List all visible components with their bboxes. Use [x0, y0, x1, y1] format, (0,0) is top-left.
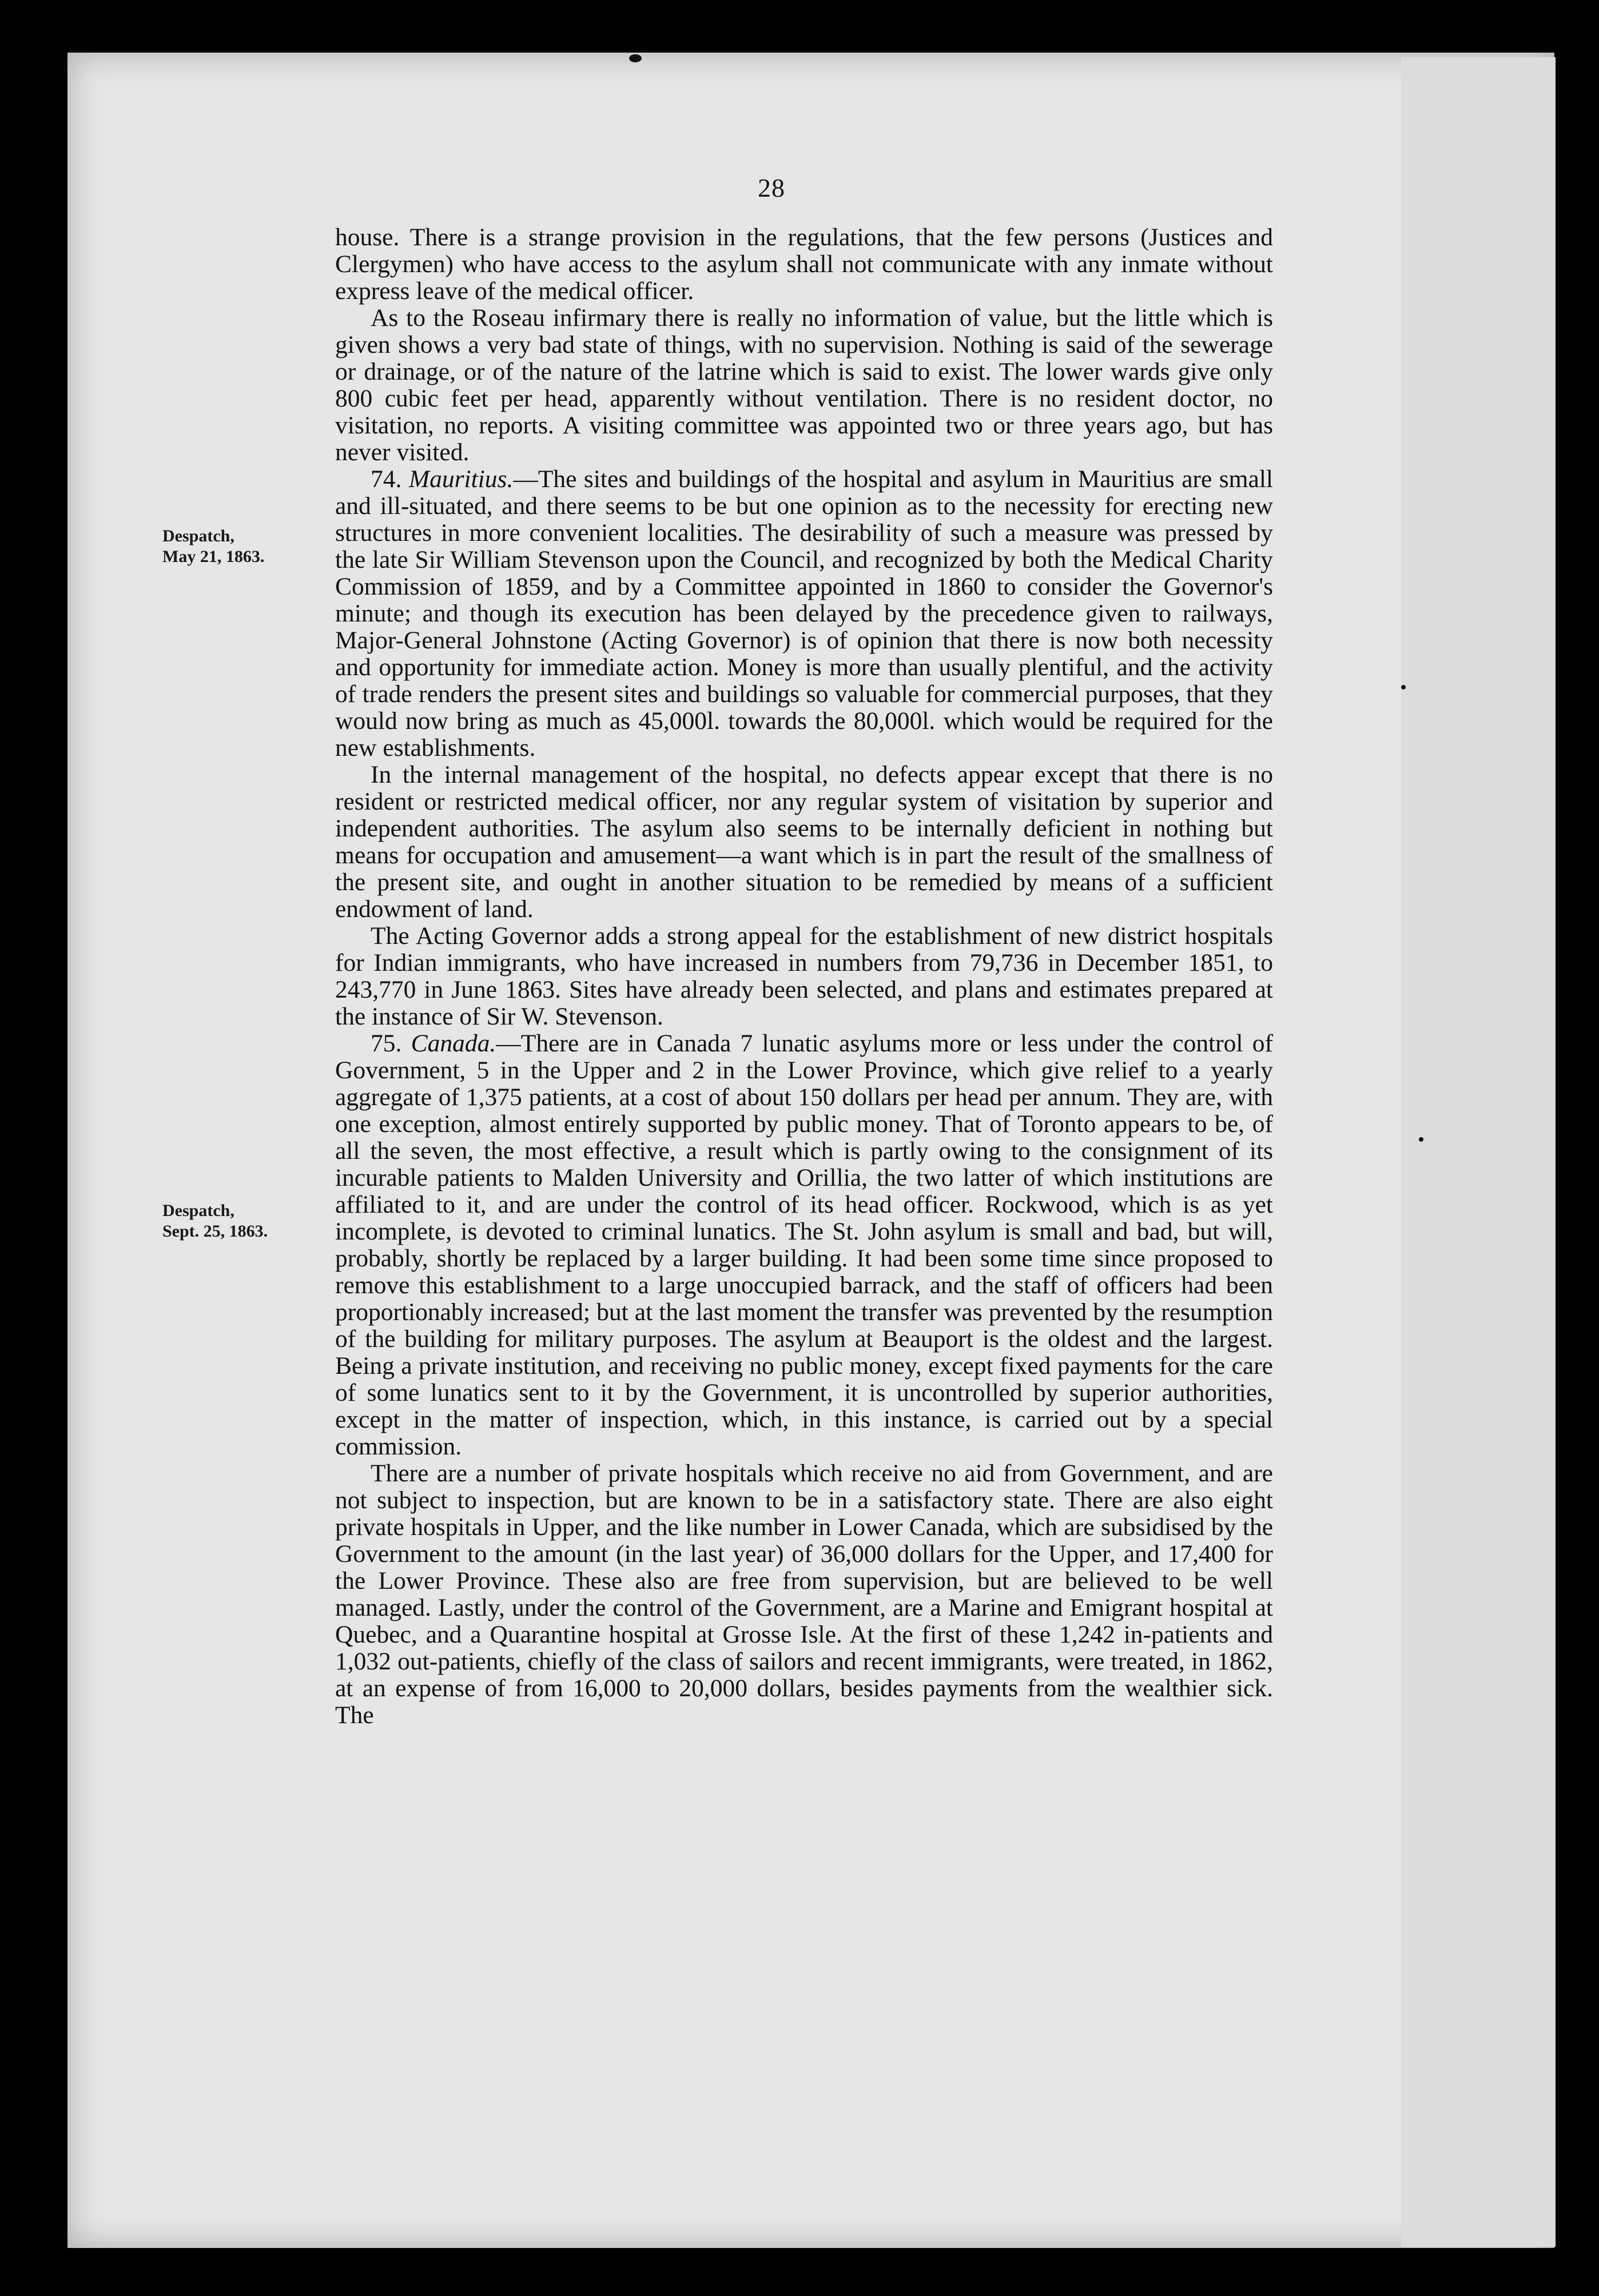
- margin-note-label: Despatch,: [162, 1201, 234, 1220]
- page-number: 28: [758, 173, 785, 202]
- section-text: —The sites and buildings of the hospital and asylum in Mauritius are small and ill-situated, and there seems to be but one opinion as to the necessity for erecting new structures in more convenient localities. The desirability of such a measure was pressed by the late Sir William Stevenson upon the Council, and recognized by both the Medical Charity Commission of 1859, and by a Committee appointed in 1860 to consider the Governor's minute; and though its execution has been delayed by the precedence given to railways, Major-General Johnstone (Acting Governor) is of opinion that there is now both necessity and opportunity for immediate action. Money is more than usually plentiful, and the activity of trade renders the present sites and buildings so valuable for commercial purposes, that they would now bring as much as 45,000l. towards the 80,000l. which would be required for the new establishments.: [335, 465, 1273, 762]
- body-text: [335, 224, 1273, 1729]
- margin-note-date: Sept. 25, 1863.: [162, 1222, 268, 1241]
- ink-speck: [629, 54, 642, 62]
- paragraph-mauritius: [335, 466, 1273, 762]
- paragraph-dominica-continued: house. There is a strange provision in the regulations, that the few persons (Justices and Clergymen) who have access to the asylum shall not communicate with any inmate without express leave of the medical officer.: [335, 224, 1273, 305]
- margin-note-label: Despatch,: [162, 527, 234, 545]
- paragraph-internal-management: In the internal management of the hospital, no defects appear except that there is no resident or restricted medical officer, nor any regular system of visitation by superior and independent authorities. The asylum also seems to be internally deficient in nothing but means for occupation and amusement—a want which is in part the result of the smallness of the present site, and ought in another situation to be remedied by means of a sufficient endowment of land.: [335, 761, 1273, 923]
- ink-speck: [1419, 1137, 1423, 1142]
- section-heading-canada: Canada.: [411, 1030, 496, 1057]
- section-text: —There are in Canada 7 lunatic asylums more or less under the control of Government, 5 in the Upper and 2 in the Lower Province, which give relief to a yearly aggregate of 1,375 patients, at a cost of about 150 dollars per head per annum. They are, with one exception, almost entirely supported by public money. That of Toronto appears to be, of all the seven, the most effective, a result which is partly owing to the consignment of its incurable patients to Malden University and Orillia, the two latter of which institutions are affiliated to it, and are under the control of its head officer. Rockwood, which is as yet incomplete, is devoted to criminal lunatics. The St. John asylum is small and bad, but will, probably, shortly be replaced by a larger building. It had been some time since proposed to remove this establishment to a large unoccupied barrack, and the staff of officers had been proportionably increased; but at the last moment the transfer was prevented by the resumption of the building for military purposes. The asylum at Beauport is the oldest and the largest. Being a private institution, and receiving no public money, except fixed payments for the care of some lunatics sent to it by the Government, it is uncontrolled by superior authorities, except in the matter of inspection, which, in this instance, is carried out by a special commission.: [335, 1030, 1273, 1460]
- margin-note-date: May 21, 1863.: [162, 547, 265, 566]
- paragraph-roseau-infirmary: As to the Roseau infirmary there is really no information of value, but the little which is given shows a very bad state of things, with no supervision. Nothing is said of the sewerage or drainage, or of the nature of the latrine which is said to exist. The lower wards give only 800 cubic feet per head, apparently without ventilation. There is no resident doctor, no visitation, no reports. A visiting committee was appointed two or three years ago, but has never visited.: [335, 304, 1273, 466]
- section-number: 74.: [371, 465, 402, 493]
- ink-speck: [1401, 685, 1406, 689]
- margin-note-canada: [162, 1201, 317, 1242]
- paragraph-private-hospitals: There are a number of private hospitals which receive no aid from Government, and are not subject to inspection, but are known to be in a satisfactory state. There are also eight private hospitals in Upper, and the like number in Lower Canada, which are subsidised by the Government to the amount (in the last year) of 36,000 dollars for the Upper, and 17,400 for the Lower Province. These also are free from supervision, but are believed to be well managed. Lastly, under the control of the Government, are a Marine and Emigrant hospital at Quebec, and a Quarantine hospital at Grosse Isle. At the first of these 1,242 in-patients and 1,032 out-patients, chiefly of the class of sailors and recent immigrants, were treated, in 1862, at an expense of from 16,000 to 20,000 dollars, besides payments from the wealthier sick. The: [335, 1460, 1273, 1729]
- paragraph-canada: [335, 1030, 1273, 1460]
- paragraph-acting-governor: The Acting Governor adds a strong appeal for the establishment of new district hospitals for Indian immigrants, who have increased in numbers from 79,736 in December 1851, to 243,770 in June 1863. Sites have already been selected, and plans and estimates prepared at the instance of Sir W. Stevenson.: [335, 922, 1273, 1030]
- section-heading-mauritius: Mauritius.: [408, 465, 514, 493]
- adjacent-page-edge: [1401, 57, 1556, 2247]
- margin-note-mauritius: [162, 526, 317, 567]
- section-number: 75.: [371, 1030, 402, 1057]
